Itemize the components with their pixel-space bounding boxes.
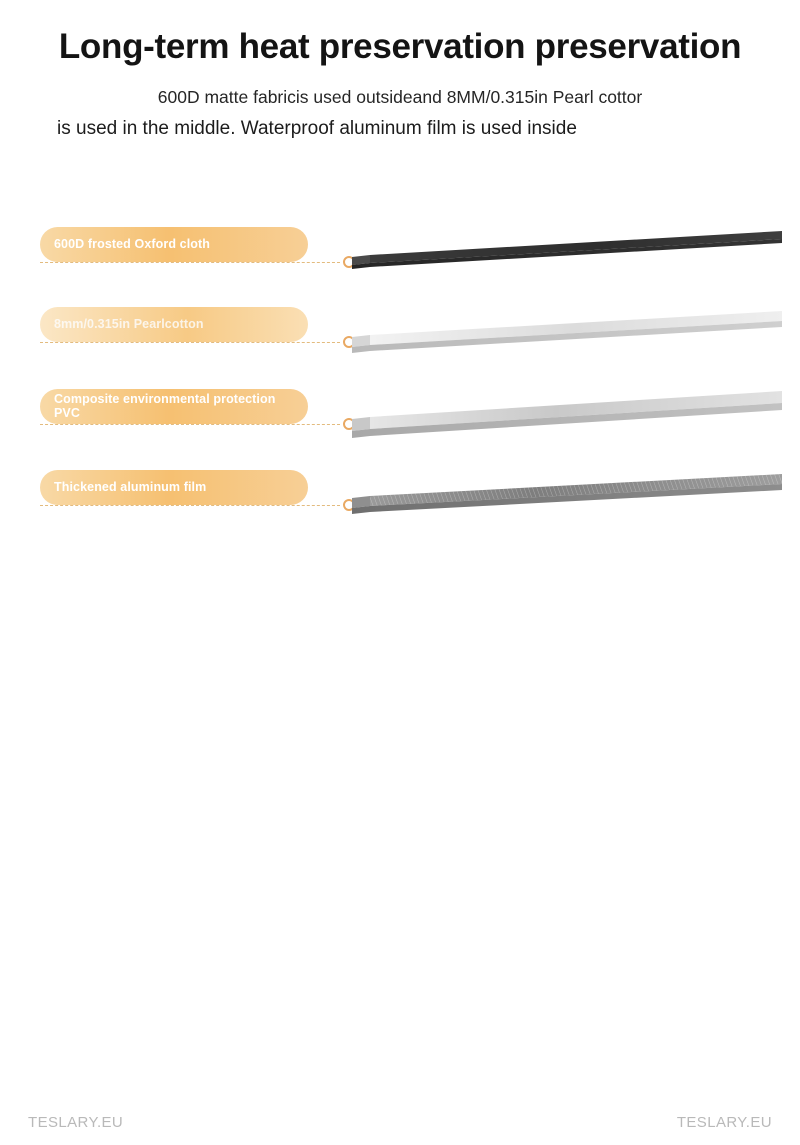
layer-row-composite-pvc: [0, 379, 800, 459]
watermark-right: TESLARY.EU: [676, 1114, 772, 1131]
subtitle-line-1: 600D matte fabricis used outsideand 8MM/0.315in Pearl cottor: [157, 86, 643, 107]
layer-label-text: 600D frosted Oxford cloth: [54, 236, 210, 251]
layer-label-pill-composite-pvc: [40, 389, 308, 424]
connector-dash-line: [40, 424, 340, 425]
material-slab-oxford-cloth: [352, 231, 782, 275]
connector-dash-line: [40, 505, 340, 506]
connector-dash-line: [40, 342, 340, 343]
layer-row-pearl-cotton: [0, 297, 800, 377]
watermark-left: TESLARY.EU: [28, 1114, 124, 1131]
page-title: Long-term heat preservation preservation: [58, 27, 742, 66]
material-slab-composite-pvc: [352, 389, 782, 439]
header: [0, 0, 800, 143]
layer-row-aluminum-film: [0, 460, 800, 540]
layer-label-pill-oxford-cloth: [40, 227, 308, 262]
material-slab-pearl-cotton: [352, 309, 782, 357]
layer-label-text: 8mm/0.315in Pearlcotton: [54, 316, 204, 331]
layer-label-text: Thickened aluminum film: [54, 479, 207, 494]
layer-label-text: Composite environmental protection PVC: [54, 391, 276, 421]
connector-dash-line: [40, 262, 340, 263]
layer-label-pill-aluminum-film: [40, 470, 308, 505]
layer-row-oxford-cloth: [0, 217, 800, 297]
material-layers-diagram: [0, 217, 800, 542]
subtitle-line-2: is used in the middle. Waterproof aluminum film is used inside: [57, 118, 577, 140]
material-slab-aluminum-film: [352, 472, 782, 520]
product-photo: [0, 648, 800, 1098]
layer-label-pill-pearl-cotton: [40, 307, 308, 342]
